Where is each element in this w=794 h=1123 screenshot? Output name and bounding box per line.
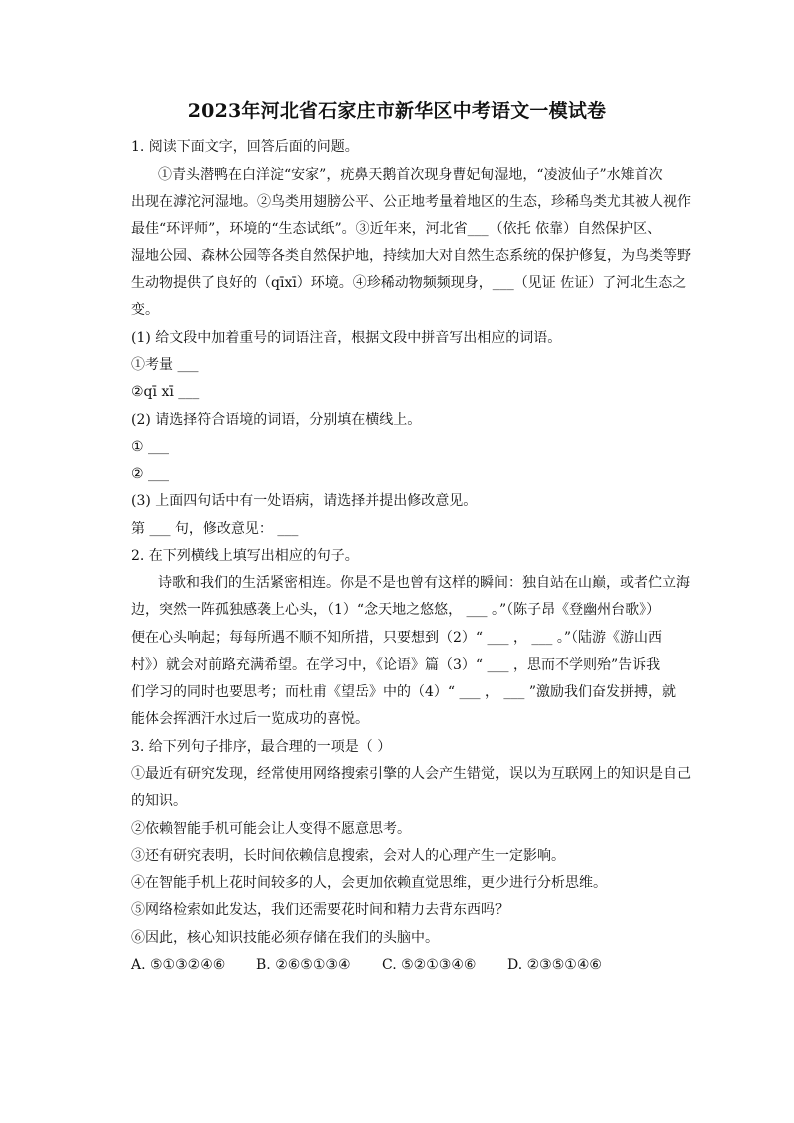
- q3-item: ③还有研究表明，长时间依赖信息搜索，会对人的心理产生一定影响。: [131, 848, 565, 864]
- q2-passage-line: 便在心头响起；每每所遇不顺不知所措，只要想到（2）“ ___ ， ___ 。”（陆游《游山西: [131, 630, 663, 646]
- q1-sub3-a: 第 ___ 句，修改意见： ___: [131, 521, 299, 537]
- q3-item: ①最近有研究发现，经常使用网络搜索引擎的人会产生错觉，误以为互联网上的知识是自己: [131, 766, 691, 782]
- q2-passage-line: 们学习的同时也要思考；而杜甫《望岳》中的（4）“ ___ ， ___ ”激励我们奋发拼搏，就: [131, 684, 677, 700]
- q1-passage-line: 变。: [131, 302, 159, 318]
- q1-sub3: (3) 上面四句话中有一处语病，请选择并提出修改意见。: [131, 493, 478, 509]
- q1-sub2-b: ② ___: [131, 466, 170, 482]
- q1-passage-line: 湿地公园、森林公园等各类自然保护地，持续加大对自然生态系统的保护修复，为鸟类等野: [131, 248, 691, 264]
- q1-sub1-a: ①考量 ___: [131, 357, 199, 373]
- q1-passage-line: 出现在滹沱河湿地。②鸟类用翅膀公平、公正地考量着地区的生态，珍稀鸟类尤其被人视作: [131, 194, 691, 210]
- option-c[interactable]: C. ⑤②①③④⑥: [382, 957, 477, 973]
- q3-item: ②依赖智能手机可能会让人变得不愿意思考。: [131, 821, 411, 837]
- q3-item: 的知识。: [131, 793, 187, 809]
- q3-header: 3. 给下列句子排序，最合理的一项是（ ）: [131, 739, 392, 755]
- option-d[interactable]: D. ②③⑤①④⑥: [507, 957, 602, 973]
- q1-passage-line: 最佳“环评师”，环境的“生态试纸”。③近年来，河北省___（依托 依靠）自然保护区、: [131, 221, 662, 237]
- q1-passage-line: 生动物提供了良好的（qīxī）环境。④珍稀动物频频现身，___（见证 佐证）了河北生态之: [131, 275, 687, 291]
- q1-sub1-b: ②qī xī ___: [131, 384, 200, 400]
- q1-header: 1. 阅读下面文字，回答后面的问题。: [131, 139, 359, 155]
- option-a[interactable]: A. ⑤①③②④⑥: [131, 957, 226, 973]
- q1-sub1: (1) 给文段中加着重号的词语注音，根据文段中拼音写出相应的词语。: [131, 330, 562, 346]
- page-title: 2023年河北省石家庄市新华区中考语文一模试卷: [187, 100, 607, 122]
- q2-header: 2. 在下列横线上填写出相应的句子。: [131, 548, 359, 564]
- q1-passage-line: ①青头潜鸭在白洋淀“安家”，疣鼻天鹅首次现身曹妃甸湿地，“凌波仙子”水雉首次: [158, 167, 663, 183]
- q3-item: ⑤网络检索如此发达，我们还需要花时间和精力去背东西吗？: [131, 902, 509, 918]
- q1-sub2-a: ① ___: [131, 439, 170, 455]
- q3-options: [131, 955, 602, 975]
- q3-item: ④在智能手机上花时间较多的人，会更加依赖直觉思维，更少进行分析思维。: [131, 875, 607, 891]
- q3-item: ⑥因此，核心知识技能必须存储在我们的头脑中。: [131, 930, 439, 946]
- q2-passage-line: 能体会挥洒汗水过后一览成功的喜悦。: [131, 711, 369, 727]
- q2-passage-line: 诗歌和我们的生活紧密相连。你是不是也曾有这样的瞬间：独自站在山巅，或者伫立海: [158, 575, 690, 591]
- q1-sub2: (2) 请选择符合语境的词语，分别填在横线上。: [131, 412, 422, 428]
- option-b[interactable]: B. ②⑥⑤①③④: [256, 957, 351, 973]
- q2-passage-line: 边，突然一阵孤独感袭上心头，（1）“念天地之悠悠， ___ 。”（陈子昂《登幽州台歌》）: [131, 602, 661, 618]
- q2-passage-line: 村》）就会对前路充满希望。在学习中，《论语》篇（3）“ ___ ，思而不学则殆”告诉我: [131, 657, 661, 673]
